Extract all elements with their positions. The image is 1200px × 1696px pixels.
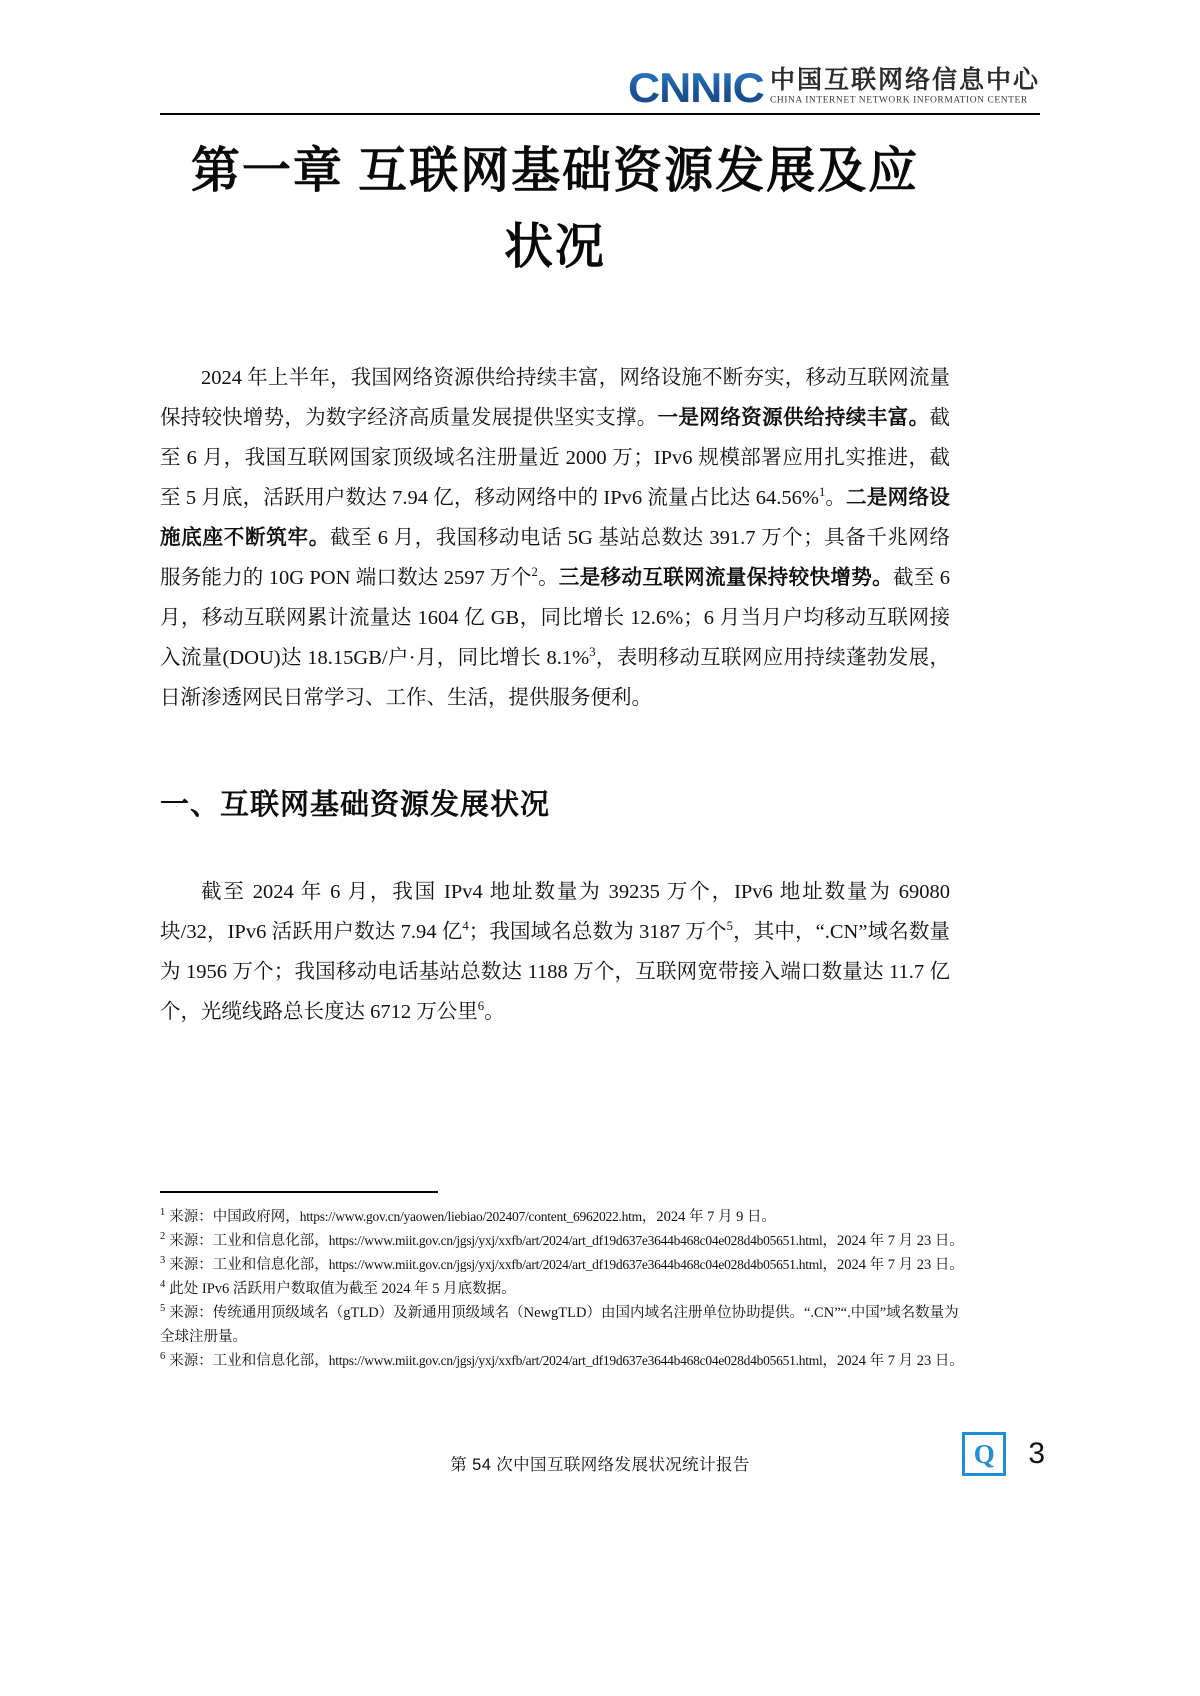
footnote-list xyxy=(160,1205,965,1373)
footnote-ref-5: 5 xyxy=(726,919,733,934)
footnote-item xyxy=(160,1229,965,1253)
footnote-text: 来源：工业和信息化部， xyxy=(169,1257,329,1273)
p1-segment-d: 截至 6 月，我国移动电话 5G 基站总数达 391.7 万个；具备千兆网络服务能力的 10G PON 端口数达 2597 万个 xyxy=(160,527,950,589)
footnote-number: 5 xyxy=(160,1303,166,1315)
chapter-title-line-1: 第一章 互联网基础资源发展及应 xyxy=(190,143,920,198)
header-divider xyxy=(160,113,1040,115)
footnote-text: 来源：工业和信息化部， xyxy=(169,1233,329,1249)
footnote-date: ，2024 年 7 月 23 日。 xyxy=(822,1257,964,1273)
cnnic-name-chinese: 中国互联网络信息中心 xyxy=(769,66,1040,94)
footnote-url[interactable]: https://www.gov.cn/yaowen/liebiao/202407/content_6962022.htm xyxy=(299,1209,642,1224)
footnote-item xyxy=(160,1253,965,1277)
cnnic-name-english: CHINA INTERNET NETWORK INFORMATION CENTER xyxy=(769,96,1028,106)
footnote-ref-2: 2 xyxy=(531,565,538,580)
p2-segment-b: ；我国域名总数为 3187 万个 xyxy=(468,921,727,943)
p1-bold-point-2: 二是网络设施底座不断筑牢。 xyxy=(160,487,950,549)
p1-bold-point-1: 一是网络资源供给持续丰富。 xyxy=(657,407,930,429)
footnote-ref-4: 4 xyxy=(462,919,469,934)
p1-segment-b: 截至 6 月，我国互联网国家顶级域名注册量近 2000 万；IPv6 规模部署应用扎实推进，截至 5 月底，活跃用户数达 7.94 亿，移动网络中的 IPv6 流量占比达 64.56% xyxy=(160,407,951,509)
page-header xyxy=(160,52,1040,114)
footnote-text: 来源：中国政府网， xyxy=(169,1209,300,1225)
footnote-number: 3 xyxy=(160,1255,166,1267)
footnote-text: 来源：工业和信息化部， xyxy=(169,1353,329,1369)
footnote-ref-1: 1 xyxy=(818,485,826,500)
p1-segment-a: 2024 年上半年，我国网络资源供给持续丰富，网络设施不断夯实，移动互联网流量保持较快增势，为数字经济高质量发展提供坚实支撑。 xyxy=(160,367,950,429)
p1-bold-point-3: 三是移动互联网流量保持较快增势。 xyxy=(558,567,894,589)
cnnic-logo xyxy=(627,64,1040,112)
seal-glyph: Q xyxy=(973,1438,995,1469)
footnote-item xyxy=(160,1349,965,1373)
footnote-text: 来源：传统通用顶级域名（gTLD）及新通用顶级域名（NewgTLD）由国内域名注册单位协助提供。“.CN”“.中国”域名数量为全球注册量。 xyxy=(160,1305,959,1345)
footnote-number: 2 xyxy=(160,1231,166,1243)
cnnic-name-block xyxy=(770,67,1040,109)
footnote-ref-3: 3 xyxy=(589,645,596,660)
footnote-date: ，2024 年 7 月 9 日。 xyxy=(641,1209,776,1225)
chapter-title xyxy=(160,133,950,285)
footnote-url[interactable]: https://www.miit.gov.cn/jgsj/yxj/xxfb/art/2024/art_df19d637e3644b468c04e028d4b05651.html xyxy=(328,1233,823,1248)
footnote-divider xyxy=(160,1191,438,1193)
footnote-url[interactable]: https://www.miit.gov.cn/jgsj/yxj/xxfb/art/2024/art_df19d637e3644b468c04e028d4b05651.html xyxy=(328,1257,823,1272)
footnote-text: 此处 IPv6 活跃用户数取值为截至 2024 年 5 月底数据。 xyxy=(169,1281,516,1297)
footnote-number: 6 xyxy=(160,1351,166,1363)
p2-segment-d: 。 xyxy=(484,1001,505,1023)
page-number: 3 xyxy=(1028,1437,1045,1470)
footnote-date: ，2024 年 7 月 23 日。 xyxy=(822,1233,964,1249)
p1-segment-e: 。 xyxy=(537,567,559,589)
footer-right-group xyxy=(962,1432,1045,1476)
report-seal-icon xyxy=(962,1432,1006,1476)
footnote-ref-6: 6 xyxy=(477,999,485,1014)
p1-segment-f: 截至 6 月，移动互联网累计流量达 1604 亿 GB，同比增长 12.6%；6 月当月户均移动互联网接入流量(DOU)达 18.15GB/户·月，同比增长 8.1% xyxy=(160,567,950,669)
p1-segment-c: 。 xyxy=(825,487,847,509)
p2-segment-c: ，其中，“.CN”域名数量为 1956 万个；我国移动电话基站总数达 1188 万个，互联网宽带接入端口数量达 11.7 亿个，光缆线路总长度达 6712 万公里 xyxy=(160,921,950,1023)
footnote-date: ，2024 年 7 月 23 日。 xyxy=(822,1353,964,1369)
footnote-item xyxy=(160,1205,965,1229)
footnote-number: 4 xyxy=(160,1279,166,1291)
intro-paragraph xyxy=(160,358,950,718)
section-1-paragraph xyxy=(160,872,950,1032)
footnote-url[interactable]: https://www.miit.gov.cn/jgsj/yxj/xxfb/art/2024/art_df19d637e3644b468c04e028d4b05651.html xyxy=(328,1353,823,1368)
chapter-title-line-2: 状况 xyxy=(503,218,606,274)
cnnic-wordmark-icon: CNNIC xyxy=(627,64,764,112)
p2-segment-a: 截至 2024 年 6 月，我国 IPv4 地址数量为 39235 万个，IPv6 地址数量为 69080 块/32，IPv6 活跃用户数达 7.94 亿 xyxy=(160,881,950,943)
footer-report-title: 第 54 次中国互联网络发展状况统计报告 xyxy=(450,1456,750,1474)
section-heading-1: 一、互联网基础资源发展状况 xyxy=(160,789,551,821)
footnote-item xyxy=(160,1301,965,1349)
p1-segment-g: ，表明移动互联网应用持续蓬勃发展，日渐渗透网民日常学习、工作、生活，提供服务便利。 xyxy=(160,647,950,709)
footnote-item xyxy=(160,1277,965,1301)
footnote-number: 1 xyxy=(160,1207,166,1219)
